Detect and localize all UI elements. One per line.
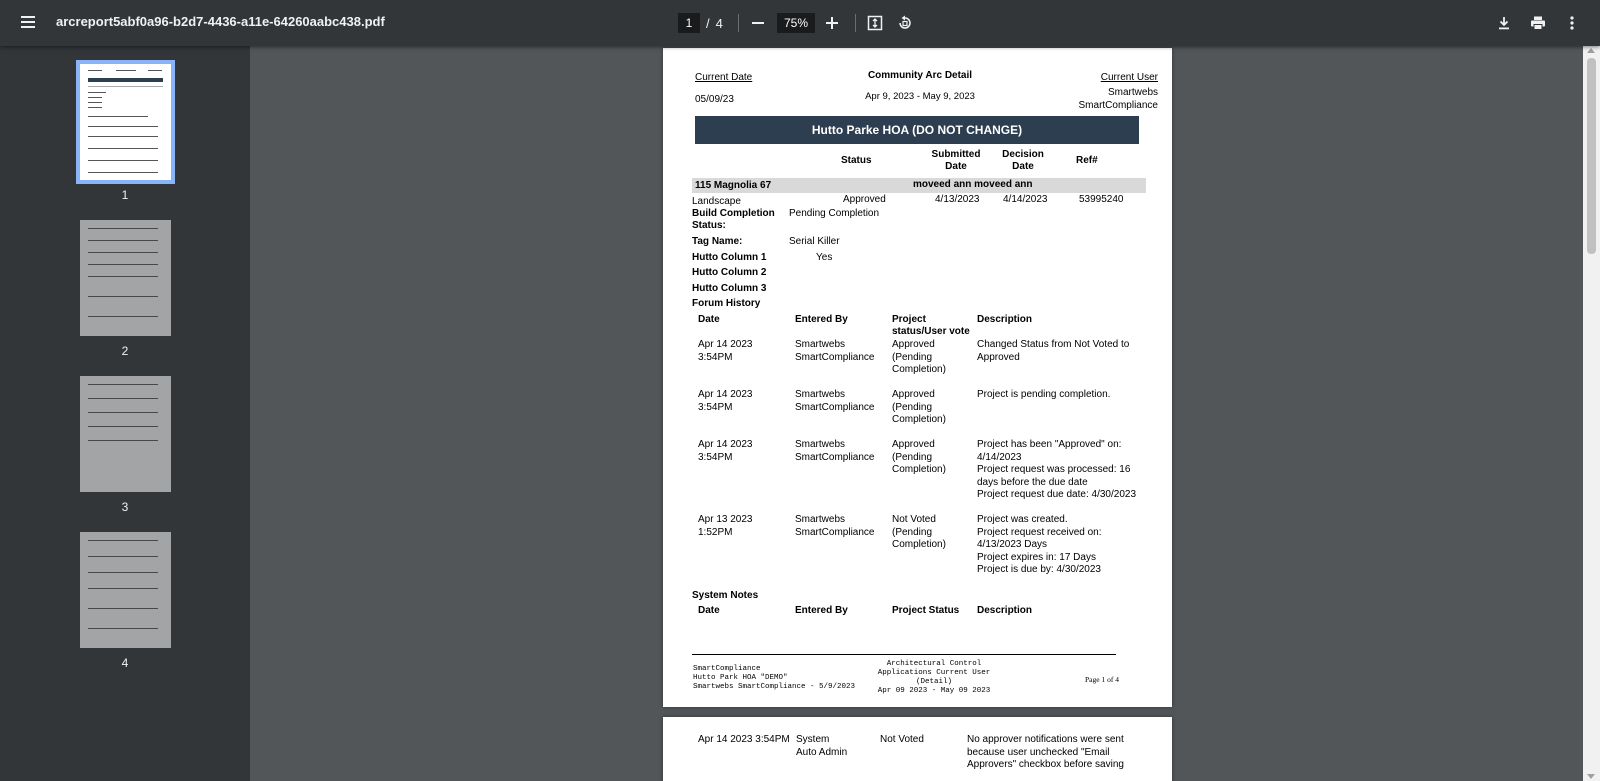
submitted-date: 4/13/2023 <box>935 194 980 205</box>
forum-row-4-date: Apr 13 2023 1:52PM <box>698 514 753 538</box>
page-separator: / <box>706 15 710 31</box>
forum-row-1-status: Approved (Pending Completion) <box>892 339 946 375</box>
current-date-label: Current Date <box>695 72 753 83</box>
build-completion-label-1: Build Completion <box>692 208 775 219</box>
print-icon[interactable] <box>1527 12 1549 34</box>
forum-row-4-status: Not Voted (Pending Completion) <box>892 514 946 550</box>
notes-col-date: Date <box>698 605 720 616</box>
document-title: arcreport5abf0a96-b2d7-4436-a11e-64260aabc438.pdf <box>56 14 385 29</box>
footer-center: Architectural Control Applications Current User (Detail) Apr 09 2023 - May 09 2023 <box>877 660 991 695</box>
tag-name-value: Serial Killer <box>789 236 840 247</box>
scroll-up-icon[interactable] <box>1587 48 1595 53</box>
footer-page-number: Page 1 of 4 <box>1085 675 1119 684</box>
property-owner: moveed ann moveed ann <box>913 179 1033 190</box>
pdf-page-2 <box>663 717 1172 781</box>
col-decision-2: Date <box>1012 161 1034 172</box>
pdf-page-1 <box>663 48 1172 707</box>
forum-row-1-by: Smartwebs SmartCompliance <box>795 339 875 363</box>
forum-row-3-description: Project has been "Approved" on: 4/14/2023 Project request was processed: 16 days before the due date Project request due date: 4/30/2023 <box>977 439 1137 500</box>
notes-col-entered-by: Entered By <box>795 605 848 616</box>
note-row-by: System Auto Admin <box>796 734 848 758</box>
forum-row-3-status: Approved (Pending Completion) <box>892 439 946 475</box>
col-ref: Ref# <box>1076 155 1098 166</box>
col-status: Status <box>841 155 872 166</box>
thumbnail-sidebar <box>0 46 250 781</box>
fit-page-icon[interactable] <box>864 12 886 34</box>
zoom-out-icon[interactable] <box>747 12 769 34</box>
scroll-down-icon[interactable] <box>1587 774 1595 779</box>
col-submitted-2: Date <box>945 161 967 172</box>
forum-row-1-date: Apr 14 2023 3:54PM <box>698 339 753 363</box>
page-number-input[interactable] <box>678 13 700 33</box>
pdf-toolbar <box>0 0 1600 46</box>
col-submitted-1: Submitted <box>931 149 981 160</box>
build-completion-label-2: Status: <box>692 220 726 231</box>
forum-row-3-by: Smartwebs SmartCompliance <box>795 439 875 463</box>
hutto-column-1-value: Yes <box>816 252 833 263</box>
zoom-in-icon[interactable] <box>821 12 843 34</box>
col-decision-1: Decision <box>1002 149 1044 160</box>
forum-row-2-date: Apr 14 2023 3:54PM <box>698 389 753 413</box>
thumbnail-label: 1 <box>121 188 129 202</box>
menu-icon[interactable] <box>18 13 38 33</box>
document-viewer[interactable] <box>250 46 1583 781</box>
current-user-label: Current User <box>1100 72 1158 83</box>
forum-row-3-date: Apr 14 2023 3:54PM <box>698 439 753 463</box>
note-row-description: No approver notifications were sent because user unchecked "Email Approvers" checkbox before saving <box>967 734 1124 770</box>
page-thumbnail-1[interactable] <box>80 64 171 180</box>
hutto-column-1-label: Hutto Column 1 <box>692 252 767 263</box>
page-thumbnail-4[interactable] <box>80 532 171 648</box>
project-status: Approved <box>843 194 886 205</box>
forum-row-4-by: Smartwebs SmartCompliance <box>795 514 875 538</box>
footer-rule <box>692 654 1116 655</box>
tag-name-label: Tag Name: <box>692 236 743 247</box>
page-thumbnail-2[interactable] <box>80 220 171 336</box>
rotate-icon[interactable] <box>894 12 916 34</box>
vertical-scrollbar[interactable] <box>1583 46 1600 781</box>
forum-row-4-description: Project was created. Project request received on: 4/13/2023 Days Project expires in: 17 Days Project is due by: 4/30/2023 <box>977 514 1102 575</box>
forum-col-date: Date <box>698 314 720 325</box>
zoom-input[interactable] <box>777 13 815 33</box>
report-title: Community Arc Detail <box>867 70 973 81</box>
current-date: 05/09/23 <box>695 94 734 105</box>
decision-date: 4/14/2023 <box>1003 194 1048 205</box>
build-completion-value: Pending Completion <box>789 208 880 219</box>
forum-row-2-by: Smartwebs SmartCompliance <box>795 389 875 413</box>
forum-row-2-status: Approved (Pending Completion) <box>892 389 946 425</box>
footer-left: SmartCompliance Hutto Park HOA "DEMO" Smartwebs SmartCompliance - 5/9/2023 <box>693 665 856 691</box>
note-row-status: Not Voted <box>880 734 924 745</box>
more-icon[interactable] <box>1561 12 1583 34</box>
forum-col-project-2: status/User vote <box>892 326 970 337</box>
thumbnail-label: 3 <box>121 500 129 514</box>
report-range: Apr 9, 2023 - May 9, 2023 <box>865 91 975 102</box>
ref-number: 53995240 <box>1079 194 1124 205</box>
hutto-column-2-label: Hutto Column 2 <box>692 267 767 278</box>
thumbnail-label: 4 <box>121 656 129 670</box>
download-icon[interactable] <box>1493 12 1515 34</box>
page-thumbnail-3[interactable] <box>80 376 171 492</box>
toolbar-divider <box>855 14 856 32</box>
forum-history-label: Forum History <box>692 298 761 309</box>
forum-col-project-1: Project <box>892 314 926 325</box>
forum-row-1-description: Changed Status from Not Voted to Approved <box>977 339 1130 363</box>
note-row-date: Apr 14 2023 3:54PM <box>698 734 790 745</box>
forum-col-description: Description <box>977 314 1033 325</box>
page-indicator <box>678 13 723 33</box>
thumbnail-label: 2 <box>121 344 129 358</box>
total-pages: 4 <box>715 15 723 31</box>
property-address: 115 Magnolia 67 <box>695 180 772 191</box>
forum-col-entered-by: Entered By <box>795 314 848 325</box>
toolbar-divider <box>738 14 739 32</box>
forum-row-2-description: Project is pending completion. <box>977 389 1111 400</box>
notes-col-description: Description <box>977 605 1033 616</box>
scrollbar-thumb[interactable] <box>1587 58 1596 254</box>
project-type: Landscape <box>692 196 741 207</box>
current-user-line1: Smartwebs <box>1107 87 1158 98</box>
hoa-name-band: Hutto Parke HOA (DO NOT CHANGE) <box>695 116 1139 144</box>
system-notes-label: System Notes <box>692 590 759 601</box>
notes-col-project-status: Project Status <box>892 605 960 616</box>
hutto-column-3-label: Hutto Column 3 <box>692 283 767 294</box>
current-user-line2: SmartCompliance <box>1078 100 1158 111</box>
